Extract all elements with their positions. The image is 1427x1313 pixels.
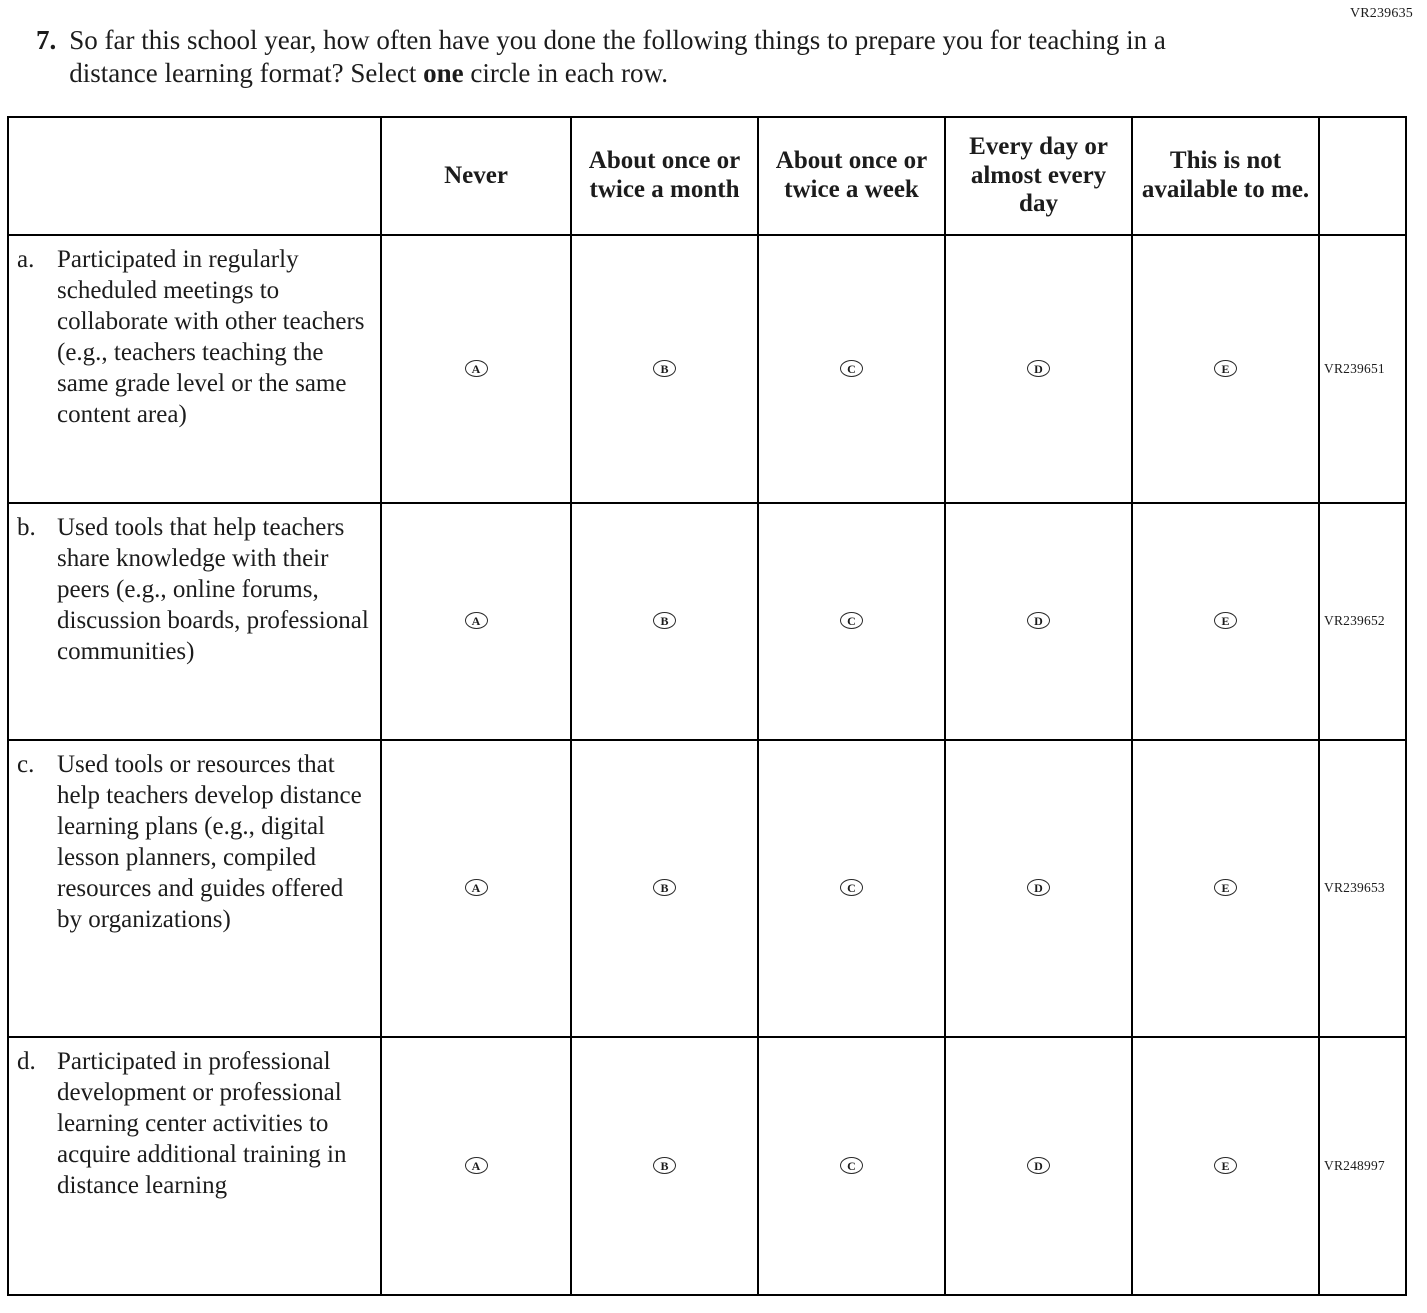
survey-table — [7, 116, 1407, 1296]
option-circle-b[interactable]: B — [653, 360, 676, 377]
column-header-every-day: Every day or almost every day — [945, 117, 1132, 235]
question-text-bold: one — [423, 57, 464, 88]
answer-cell-not-available — [1132, 503, 1319, 740]
header-row — [8, 117, 1406, 235]
table-row-b — [8, 503, 1406, 740]
header-code-empty — [1319, 117, 1406, 235]
answer-cell-every-day — [945, 1037, 1132, 1295]
question-number: 7. — [36, 25, 57, 55]
row-stem — [8, 1037, 381, 1295]
option-circle-e[interactable]: E — [1214, 1157, 1237, 1174]
row-letter: d. — [17, 1047, 36, 1075]
answer-cell-never — [381, 235, 571, 503]
column-header-never: Never — [381, 117, 571, 235]
answer-cell-once-week — [758, 503, 945, 740]
option-circle-e[interactable]: E — [1214, 879, 1237, 896]
column-header-not-available: This is not available to me. — [1132, 117, 1319, 235]
row-code: VR239653 — [1319, 740, 1406, 1037]
answer-cell-not-available — [1132, 235, 1319, 503]
answer-cell-once-week — [758, 1037, 945, 1295]
answer-cell-never — [381, 740, 571, 1037]
answer-cell-once-week — [758, 235, 945, 503]
option-circle-a[interactable]: A — [465, 612, 488, 629]
question-text-part2: circle in each row. — [463, 57, 668, 88]
header-empty — [8, 117, 381, 235]
answer-cell-once-month — [571, 235, 758, 503]
option-circle-b[interactable]: B — [653, 1157, 676, 1174]
option-circle-b[interactable]: B — [653, 879, 676, 896]
table-row-c — [8, 740, 1406, 1037]
question-block — [36, 24, 1417, 90]
row-text: Participated in professional development or professional learning center activities to acquire additional training in distance learning — [57, 1047, 347, 1199]
row-letter: b. — [17, 513, 36, 541]
answer-cell-not-available — [1132, 740, 1319, 1037]
column-header-once-week: About once or twice a week — [758, 117, 945, 235]
row-text: Participated in regularly scheduled meetings to collaborate with other teachers (e.g., teachers teaching the same grade level or the same content area) — [57, 245, 365, 428]
question-text — [69, 24, 1224, 90]
answer-cell-once-month — [571, 503, 758, 740]
row-letter: a. — [17, 245, 35, 273]
answer-cell-never — [381, 1037, 571, 1295]
row-stem — [8, 740, 381, 1037]
option-circle-d[interactable]: D — [1027, 1157, 1050, 1174]
table-row-d — [8, 1037, 1406, 1295]
answer-cell-every-day — [945, 503, 1132, 740]
option-circle-e[interactable]: E — [1214, 360, 1237, 377]
option-circle-a[interactable]: A — [465, 360, 488, 377]
option-circle-c[interactable]: C — [840, 612, 863, 629]
row-stem — [8, 503, 381, 740]
option-circle-c[interactable]: C — [840, 1157, 863, 1174]
option-circle-d[interactable]: D — [1027, 879, 1050, 896]
option-circle-c[interactable]: C — [840, 360, 863, 377]
table-row-a — [8, 235, 1406, 503]
question-text-part1: So far this school year, how often have you done the following things to prepare you for teaching in a distance learning format? Select — [69, 25, 1166, 88]
row-text: Used tools or resources that help teachers develop distance learning plans (e.g., digital lesson planners, compiled resources and guides offered by organizations) — [57, 750, 362, 933]
row-code: VR248997 — [1319, 1037, 1406, 1295]
option-circle-e[interactable]: E — [1214, 612, 1237, 629]
answer-cell-once-week — [758, 740, 945, 1037]
row-text: Used tools that help teachers share knowledge with their peers (e.g., online forums, discussion boards, professional communities) — [57, 513, 369, 665]
page-code: VR239635 — [1349, 6, 1413, 21]
option-circle-d[interactable]: D — [1027, 360, 1050, 377]
column-header-once-month: About once or twice a month — [571, 117, 758, 235]
answer-cell-once-month — [571, 740, 758, 1037]
option-circle-b[interactable]: B — [653, 612, 676, 629]
answer-cell-not-available — [1132, 1037, 1319, 1295]
answer-cell-every-day — [945, 235, 1132, 503]
answer-cell-every-day — [945, 740, 1132, 1037]
answer-cell-once-month — [571, 1037, 758, 1295]
row-letter: c. — [17, 750, 35, 778]
row-code: VR239652 — [1319, 503, 1406, 740]
option-circle-d[interactable]: D — [1027, 612, 1050, 629]
option-circle-a[interactable]: A — [465, 879, 488, 896]
option-circle-c[interactable]: C — [840, 879, 863, 896]
row-stem — [8, 235, 381, 503]
answer-cell-never — [381, 503, 571, 740]
row-code: VR239651 — [1319, 235, 1406, 503]
option-circle-a[interactable]: A — [465, 1157, 488, 1174]
